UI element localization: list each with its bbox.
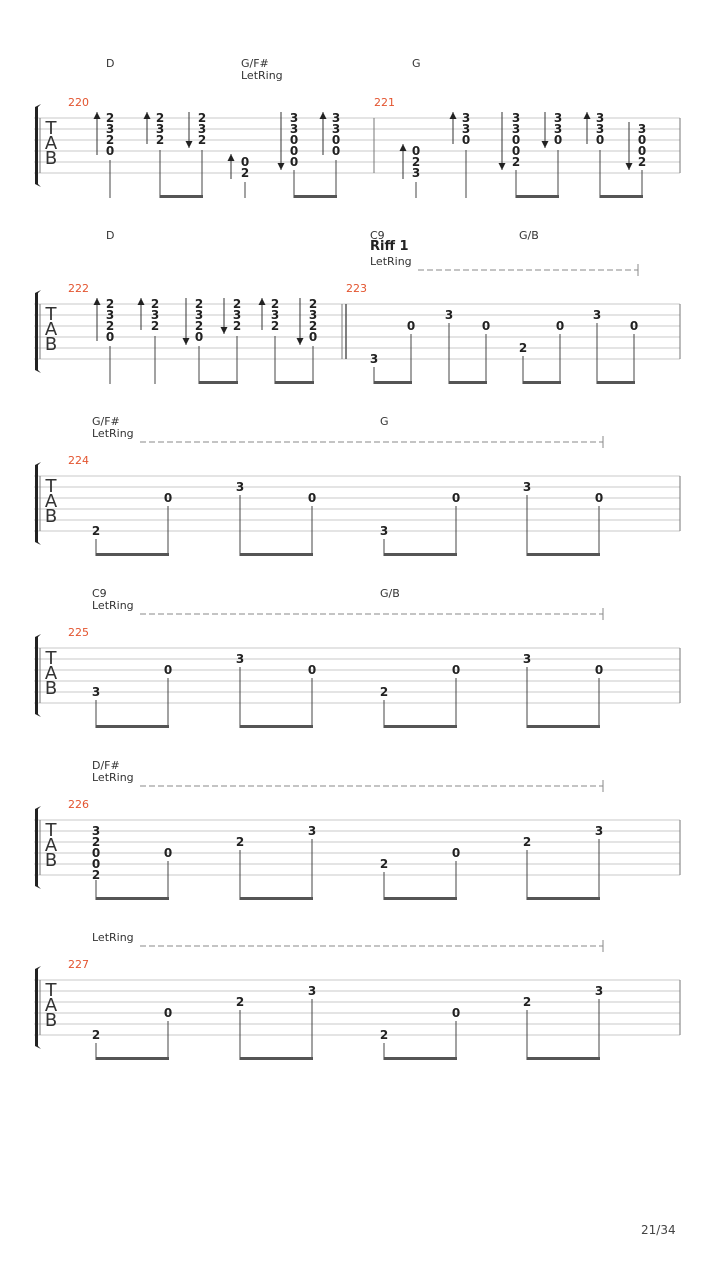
measure-number: 227: [68, 958, 89, 971]
beam: [275, 381, 314, 384]
fret-number: 3: [461, 111, 471, 125]
tab-clef-letter: T: [45, 648, 57, 669]
fret-number: 3: [270, 308, 280, 322]
let-ring-label: LetRing: [241, 69, 283, 82]
beam: [449, 381, 487, 384]
fret-number: 3: [461, 122, 471, 136]
fret-number: 2: [235, 995, 245, 1009]
fret-number: 3: [91, 824, 101, 838]
fret-number: 2: [91, 524, 101, 538]
strum-up-arrow: [144, 112, 151, 119]
fret-number: 2: [240, 166, 250, 180]
fret-number: 3: [308, 308, 318, 322]
measure-number: 226: [68, 798, 89, 811]
tab-clef-letter: A: [44, 319, 58, 340]
fret-number: 3: [105, 308, 115, 322]
strum-down-arrow: [186, 141, 193, 148]
fret-number: 0: [105, 144, 115, 158]
chord-label: G/B: [380, 587, 400, 600]
fret-number: 3: [289, 111, 299, 125]
strum-down-arrow: [221, 327, 228, 334]
fret-number: 2: [308, 319, 318, 333]
let-ring-line: [0, 939, 720, 953]
tab-staff-4: [0, 806, 720, 916]
beam: [96, 897, 169, 900]
fret-number: 0: [308, 330, 318, 344]
strum-down-arrow: [278, 163, 285, 170]
fret-number: 2: [91, 868, 101, 882]
let-ring-label: LetRing: [92, 599, 134, 612]
fret-number: 0: [163, 1006, 173, 1020]
tab-clef-letter: B: [44, 1010, 58, 1031]
let-ring-label: LetRing: [92, 931, 134, 944]
riff-label: Riff 1: [370, 239, 409, 254]
tab-staff-1: [0, 290, 720, 400]
fret-number: 3: [594, 984, 604, 998]
page-number: 21/34: [641, 1223, 676, 1237]
fret-number: 2: [637, 155, 647, 169]
beam: [384, 1057, 457, 1060]
fret-number: 2: [150, 319, 160, 333]
fret-number: 0: [406, 319, 416, 333]
strum-up-arrow: [228, 154, 235, 161]
fret-number: 2: [522, 995, 532, 1009]
tab-clef-letter: A: [44, 491, 58, 512]
fret-number: 3: [595, 111, 605, 125]
measure-number: 225: [68, 626, 89, 639]
fret-number: 3: [235, 480, 245, 494]
strum-down-arrow: [499, 163, 506, 170]
tab-clef-letter: T: [45, 476, 57, 497]
tab-clef-letter: B: [44, 506, 58, 527]
let-ring-label: LetRing: [92, 771, 134, 784]
fret-number: 3: [307, 824, 317, 838]
fret-number: 0: [331, 144, 341, 158]
fret-number: 2: [235, 835, 245, 849]
fret-number: 3: [150, 308, 160, 322]
fret-number: 2: [518, 341, 528, 355]
fret-number: 2: [91, 835, 101, 849]
fret-number: 0: [461, 133, 471, 147]
tab-clef-letter: A: [44, 663, 58, 684]
fret-number: 0: [555, 319, 565, 333]
chord-label: D: [106, 229, 115, 242]
fret-number: 3: [331, 122, 341, 136]
fret-number: 0: [451, 663, 461, 677]
fret-number: 0: [307, 663, 317, 677]
beam: [384, 897, 457, 900]
strum-up-arrow: [94, 298, 101, 305]
beam: [240, 553, 313, 556]
strum-up-arrow: [584, 112, 591, 119]
beam: [600, 195, 643, 198]
fret-number: 0: [594, 663, 604, 677]
beam: [199, 381, 238, 384]
beam: [240, 725, 313, 728]
beam: [384, 553, 457, 556]
fret-number: 2: [197, 111, 207, 125]
fret-number: 3: [595, 122, 605, 136]
tab-staff-3: [0, 634, 720, 744]
fret-number: 2: [197, 133, 207, 147]
fret-number: 3: [91, 685, 101, 699]
chord-label: G/F#: [92, 415, 120, 428]
fret-number: 0: [594, 491, 604, 505]
fret-number: 0: [91, 846, 101, 860]
fret-number: 2: [379, 857, 389, 871]
tab-staff-0: [0, 104, 720, 214]
fret-number: 0: [194, 330, 204, 344]
fret-number: 3: [289, 122, 299, 136]
beam: [527, 897, 600, 900]
fret-number: 2: [155, 133, 165, 147]
fret-number: 2: [411, 155, 421, 169]
beam: [160, 195, 203, 198]
fret-number: 0: [511, 133, 521, 147]
fret-number: 2: [105, 319, 115, 333]
fret-number: 2: [379, 685, 389, 699]
fret-number: 0: [481, 319, 491, 333]
fret-number: 0: [451, 491, 461, 505]
let-ring-line: [0, 607, 720, 621]
fret-number: 0: [105, 330, 115, 344]
beam: [374, 381, 412, 384]
fret-number: 2: [91, 1028, 101, 1042]
fret-number: 2: [105, 111, 115, 125]
tab-clef-letter: T: [45, 980, 57, 1001]
fret-number: 2: [232, 319, 242, 333]
fret-number: 0: [163, 491, 173, 505]
measure-number: 224: [68, 454, 89, 467]
fret-number: 0: [240, 155, 250, 169]
fret-number: 2: [308, 297, 318, 311]
strum-up-arrow: [450, 112, 457, 119]
strum-down-arrow: [626, 163, 633, 170]
fret-number: 2: [522, 835, 532, 849]
tab-clef-letter: B: [44, 678, 58, 699]
measure-number: 220: [68, 96, 89, 109]
fret-number: 3: [194, 308, 204, 322]
fret-number: 2: [511, 155, 521, 169]
fret-number: 0: [289, 144, 299, 158]
fret-number: 3: [411, 166, 421, 180]
strum-up-arrow: [320, 112, 327, 119]
tab-clef-letter: A: [44, 835, 58, 856]
tab-clef-letter: B: [44, 148, 58, 169]
tab-clef-letter: B: [44, 850, 58, 871]
measure-number: 221: [374, 96, 395, 109]
fret-number: 3: [511, 122, 521, 136]
strum-down-arrow: [297, 338, 304, 345]
tab-clef-letter: B: [44, 334, 58, 355]
fret-number: 0: [451, 1006, 461, 1020]
fret-number: 3: [155, 122, 165, 136]
fret-number: 0: [289, 155, 299, 169]
fret-number: 2: [194, 319, 204, 333]
fret-number: 3: [522, 652, 532, 666]
beam: [96, 553, 169, 556]
fret-number: 0: [91, 857, 101, 871]
chord-label: C9: [370, 229, 385, 242]
beam: [523, 381, 561, 384]
fret-number: 2: [232, 297, 242, 311]
fret-number: 0: [163, 663, 173, 677]
tab-staff-5: [0, 966, 720, 1076]
fret-number: 3: [331, 111, 341, 125]
fret-number: 0: [307, 491, 317, 505]
measure-number: 223: [346, 282, 367, 295]
tab-clef-letter: T: [45, 820, 57, 841]
fret-number: 2: [150, 297, 160, 311]
fret-number: 0: [411, 144, 421, 158]
fret-number: 2: [105, 133, 115, 147]
fret-number: 3: [307, 984, 317, 998]
let-ring-line: [0, 779, 720, 793]
beam: [384, 725, 457, 728]
beam: [96, 725, 169, 728]
fret-number: 0: [289, 133, 299, 147]
strum-down-arrow: [183, 338, 190, 345]
fret-number: 3: [444, 308, 454, 322]
let-ring-label: LetRing: [370, 255, 412, 268]
let-ring-line: [0, 263, 720, 277]
chord-label: C9: [92, 587, 107, 600]
tab-clef-letter: A: [44, 995, 58, 1016]
fret-number: 0: [511, 144, 521, 158]
fret-number: 3: [522, 480, 532, 494]
strum-up-arrow: [138, 298, 145, 305]
fret-number: 3: [553, 111, 563, 125]
strum-down-arrow: [542, 141, 549, 148]
tab-clef-letter: A: [44, 133, 58, 154]
chord-label: G/F#: [241, 57, 269, 70]
fret-number: 3: [105, 122, 115, 136]
fret-number: 3: [235, 652, 245, 666]
beam: [294, 195, 337, 198]
fret-number: 3: [592, 308, 602, 322]
fret-number: 2: [270, 297, 280, 311]
beam: [516, 195, 559, 198]
fret-number: 3: [553, 122, 563, 136]
beam: [527, 553, 600, 556]
tab-staff-2: [0, 462, 720, 572]
chord-label: G: [380, 415, 389, 428]
fret-number: 3: [232, 308, 242, 322]
fret-number: 0: [163, 846, 173, 860]
measure-number: 222: [68, 282, 89, 295]
fret-number: 3: [511, 111, 521, 125]
fret-number: 0: [553, 133, 563, 147]
chord-label: D/F#: [92, 759, 120, 772]
let-ring-label: LetRing: [92, 427, 134, 440]
fret-number: 0: [331, 133, 341, 147]
fret-number: 3: [637, 122, 647, 136]
strum-up-arrow: [259, 298, 266, 305]
fret-number: 3: [197, 122, 207, 136]
beam: [597, 381, 635, 384]
beam: [96, 1057, 169, 1060]
beam: [240, 1057, 313, 1060]
fret-number: 0: [629, 319, 639, 333]
fret-number: 3: [594, 824, 604, 838]
fret-number: 2: [379, 1028, 389, 1042]
fret-number: 2: [194, 297, 204, 311]
beam: [527, 725, 600, 728]
fret-number: 3: [379, 524, 389, 538]
fret-number: 0: [637, 144, 647, 158]
tab-clef-letter: T: [45, 118, 57, 139]
chord-label: D: [106, 57, 115, 70]
chord-label: G/B: [519, 229, 539, 242]
fret-number: 0: [595, 133, 605, 147]
strum-up-arrow: [94, 112, 101, 119]
fret-number: 2: [105, 297, 115, 311]
tab-clef-letter: T: [45, 304, 57, 325]
beam: [527, 1057, 600, 1060]
beam: [240, 897, 313, 900]
fret-number: 0: [451, 846, 461, 860]
chord-label: G: [412, 57, 421, 70]
strum-up-arrow: [400, 144, 407, 151]
let-ring-line: [0, 435, 720, 449]
fret-number: 2: [155, 111, 165, 125]
fret-number: 0: [637, 133, 647, 147]
fret-number: 3: [369, 352, 379, 366]
fret-number: 2: [270, 319, 280, 333]
